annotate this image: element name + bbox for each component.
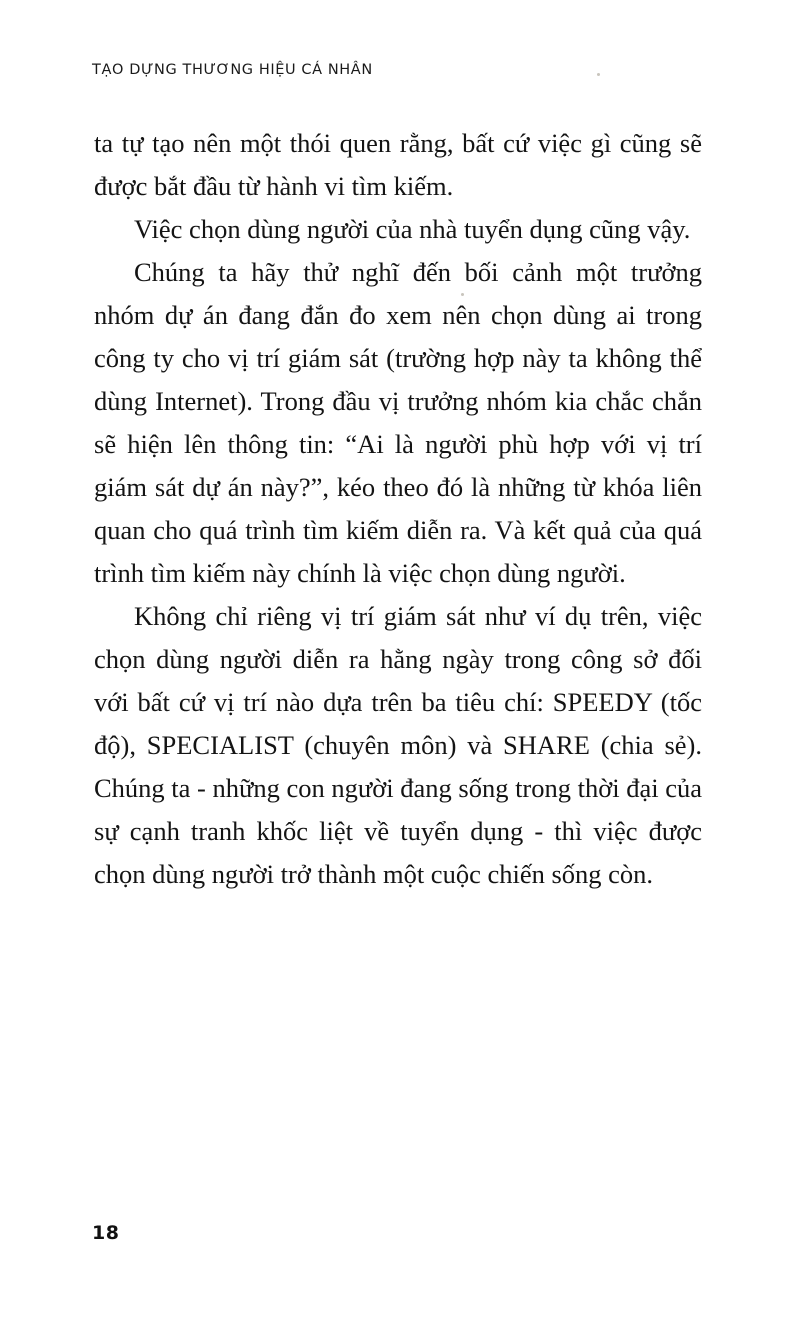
paragraph: ta tự tạo nên một thói quen rằng, bất cứ việc gì cũng sẽ được bắt đầu từ hành vi tìm kiếm. xyxy=(94,128,702,201)
paper-speck-icon xyxy=(597,73,600,76)
running-head: TẠO DỰNG THƯƠNG HIỆU CÁ NHÂN xyxy=(92,62,373,78)
paper-speck-icon xyxy=(461,293,464,296)
paragraph: Việc chọn dùng người của nhà tuyển dụng cũng vậy. xyxy=(134,214,691,244)
page-body xyxy=(94,122,702,896)
paragraph: Chúng ta hãy thử nghĩ đến bối cảnh một trưởng nhóm dự án đang đắn đo xem nên chọn dùng ai trong công ty cho vị trí giám sát (trường hợp này ta không thể dùng Internet). Trong đầu vị trưởng nhóm kia chắc chắn sẽ hiện lên thông tin: “Ai là người phù hợp với vị trí giám sát dự án này?”, kéo theo đó là những từ khóa liên quan cho quá trình tìm kiếm diễn ra. Và kết quả của quá trình tìm kiếm này chính là việc chọn dùng người. xyxy=(94,257,702,588)
paragraph: Không chỉ riêng vị trí giám sát như ví dụ trên, việc chọn dùng người diễn ra hằng ngày trong công sở đối với bất cứ vị trí nào dựa trên ba tiêu chí: SPEEDY (tốc độ), SPECIALIST (chuyên môn) và SHARE (chia sẻ). Chúng ta - những con người đang sống trong thời đại của sự cạnh tranh khốc liệt về tuyển dụng - thì việc được chọn dùng người trở thành một cuộc chiến sống còn. xyxy=(94,601,703,889)
page-number: 18 xyxy=(92,1222,120,1244)
